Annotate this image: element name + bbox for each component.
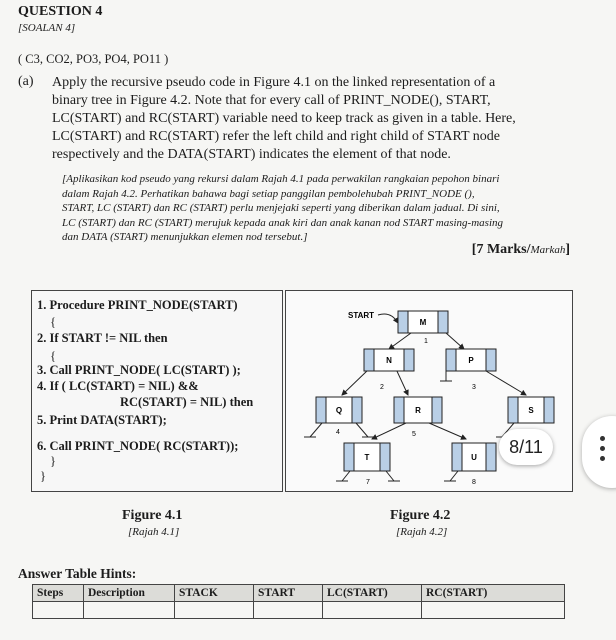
part-label: (a) bbox=[18, 74, 34, 89]
node-label: U bbox=[471, 453, 477, 462]
marks-malay: Markah bbox=[530, 244, 566, 256]
table-cell bbox=[33, 602, 84, 619]
edge-number: 5 bbox=[412, 431, 416, 438]
table-cell bbox=[254, 602, 323, 619]
more-vertical-icon bbox=[600, 436, 605, 466]
edge-n-q bbox=[342, 369, 369, 395]
edge-r-t bbox=[372, 423, 406, 439]
code-line: { bbox=[50, 315, 56, 329]
code-line: 5. Print DATA(START); bbox=[37, 413, 167, 427]
edge-m-p bbox=[446, 333, 464, 349]
marks-text: [7 Marks/ bbox=[471, 242, 531, 257]
nil-ground bbox=[310, 423, 322, 437]
paragraph-line: LC(START) and RC(START) variable need to keep track as given in a table. Here, bbox=[52, 111, 516, 126]
code-line: { bbox=[50, 349, 56, 363]
code-line: 3. Call PRINT_NODE( LC(START) ); bbox=[37, 363, 241, 377]
node-label: P bbox=[468, 356, 474, 365]
malay-line: [Aplikasikan kod pseudo yang rekursi dalam Rajah 4.1 pada perwakilan rangkaian pepohon binari bbox=[62, 173, 500, 185]
edge-p-s bbox=[486, 371, 526, 395]
question-paragraph bbox=[52, 74, 570, 164]
table-cell bbox=[175, 602, 254, 619]
table-row bbox=[33, 602, 565, 619]
table-cell bbox=[323, 602, 422, 619]
pseudo-code-box bbox=[31, 290, 283, 492]
figure2-caption-malay: [Rajah 4.2] bbox=[396, 526, 448, 538]
start-label: START bbox=[348, 311, 375, 320]
edge-r-u bbox=[429, 423, 466, 439]
answer-table-header bbox=[33, 585, 565, 602]
node-label: S bbox=[528, 406, 534, 415]
malay-line: dan DATA (START) menunjukkan elemen nod tersebut.] bbox=[62, 231, 308, 244]
more-options-button[interactable] bbox=[582, 416, 616, 488]
malay-line: LC (START) dan RC (START) merujuk kepada anak kiri dan anak kanan nod START masing-masing bbox=[62, 216, 503, 229]
outcome-codes: ( C3, CO2, PO3, PO4, PO11 ) bbox=[18, 52, 169, 66]
figure2-caption: Figure 4.2 bbox=[390, 508, 451, 523]
figure1-caption-malay: [Rajah 4.1] bbox=[128, 526, 180, 538]
code-line: } bbox=[50, 454, 56, 468]
marks bbox=[472, 242, 570, 258]
edge-number: 8 bbox=[472, 479, 476, 486]
header-cell: Description bbox=[84, 585, 175, 602]
start-arrow bbox=[378, 314, 398, 323]
answer-table-title: Answer Table Hints: bbox=[18, 566, 137, 581]
code-line: 1. Procedure PRINT_NODE(START) bbox=[37, 298, 238, 312]
node-label: R bbox=[415, 406, 421, 415]
question-title: QUESTION 4 bbox=[18, 4, 103, 19]
malay-line: dalam Rajah 4.2. Perhatikan bahawa bagi setiap panggilan pembolehubah PRINT_NODE (), bbox=[62, 187, 475, 200]
paragraph-line: respectively and the DATA(START) indicates the element of that node. bbox=[52, 147, 451, 162]
paragraph-line: Apply the recursive pseudo code in Figure 4.1 on the linked representation of a bbox=[52, 75, 496, 90]
code-line: } bbox=[40, 469, 46, 483]
header-cell: STACK bbox=[175, 585, 254, 602]
code-line: 6. Call PRINT_NODE( RC(START)); bbox=[37, 439, 239, 453]
edge-number: 7 bbox=[366, 479, 370, 486]
paragraph-line: binary tree in Figure 4.2. Note that for every call of PRINT_NODE(), START, bbox=[52, 93, 491, 108]
edge-number: 1 bbox=[424, 338, 428, 345]
malay-paragraph bbox=[62, 172, 570, 245]
paragraph-line: LC(START) and RC(START) refer the left child and right child of START node bbox=[52, 129, 500, 144]
edge-number: 2 bbox=[380, 384, 384, 391]
header-cell: START bbox=[254, 585, 323, 602]
table-cell bbox=[422, 602, 565, 619]
figure1-caption: Figure 4.1 bbox=[122, 508, 183, 523]
header-cell: Steps bbox=[33, 585, 84, 602]
page-indicator: 8/11 bbox=[499, 429, 553, 465]
code-line: 2. If START != NIL then bbox=[37, 331, 168, 345]
edge-number: 4 bbox=[336, 429, 340, 436]
code-line: RC(START) = NIL) then bbox=[120, 395, 254, 409]
node-label: Q bbox=[335, 406, 343, 415]
code-line: 4. If ( LC(START) = NIL) && bbox=[37, 379, 199, 393]
edge-n-r bbox=[396, 369, 408, 395]
header-cell: RC(START) bbox=[422, 585, 565, 602]
table-cell bbox=[84, 602, 175, 619]
answer-table bbox=[32, 584, 565, 619]
malay-line: START, LC (START) dan RC (START) perlu menjejaki seperti yang diberikan dalam jadual. Di sini, bbox=[62, 202, 500, 215]
node-label: M bbox=[419, 318, 427, 327]
marks-close: ] bbox=[565, 242, 570, 257]
question-subtitle: [SOALAN 4] bbox=[18, 22, 76, 34]
header-cell: LC(START) bbox=[323, 585, 422, 602]
edge-m-n bbox=[389, 333, 411, 349]
node-label: N bbox=[386, 356, 392, 365]
node-label: T bbox=[364, 453, 370, 462]
edge-number: 3 bbox=[472, 384, 476, 391]
